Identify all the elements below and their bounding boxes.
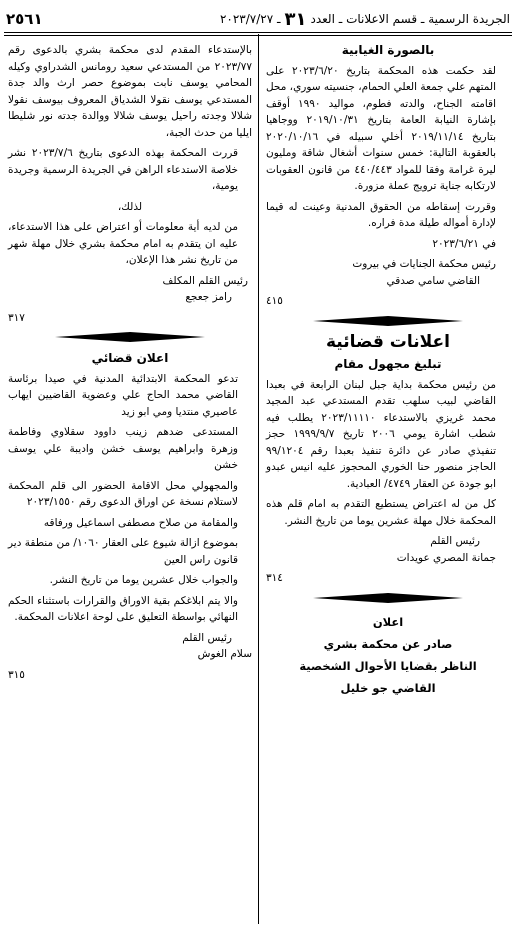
summons-paragraph: من رئيس محكمة بداية جبل لبنان الرابعة في بعبدا القاضي لبيب سلهب تقدم المستدعي عبد المجيد محمد غريزي بالاستدعاء ٢٠٢٣/١١١١٠ يطلب فيه شطب اشارة يومي ٢٠٠٦ تاريخ ١٩٩٩/٩/٧ حجز تنفيذي صادر عن دائرة تنفيذ بعبدا رقم ٩٩/١٢٠٤ الحاجز منصور حنا الخوري المحجوز عليه انيس عبدو ابو جودة عن العقار ٤٧٤٩/ العبادية. bbox=[266, 378, 496, 490]
plaintiff-paragraph: والمقامة من صلاح مصطفى اسماعيل ورفاقه bbox=[43, 516, 238, 529]
decision-paragraph: قررت المحكمة بهذه الدعوى بتاريخ ٢٠٢٣/٧/٦ نشر خلاصة الاستدعاء الراهن في الجريدة الرسمية وجريدة يومية، bbox=[8, 147, 239, 192]
judicial-notice-heading: اعلان قضائي bbox=[91, 351, 169, 365]
notification-paragraph: والا يتم ابلاغكم بقية الاوراق والقرارات باستثناء الحكم النهائي بواسطة التعليق على لوحة اعلانات المحكمة. bbox=[8, 594, 238, 623]
defendants-paragraph: المستدعى ضدهم زينب داوود سقلاوي وفاطمة وزهرة وابراهيم يوسف خشن واديبة علي يوسف خشن bbox=[8, 426, 238, 471]
section-divider bbox=[8, 332, 252, 342]
page-header bbox=[6, 8, 510, 30]
petition-paragraph: بالإستدعاء المقدم لدى محكمة بشري بالدعوى رقم ٢٠٢٣/٧٧ من المستدعي سعيد رومانس الشدراوي وكيله المحامي يوسف نابت بموضوع حصر ارث والد جدة المستدعي يوسف نقولا الشدياق المعروف بيوسف نقولا شلالا وجدته راحيل يوسف شلالا ووالدة جدته نور شليطا ايليا من حدث الجبة، bbox=[8, 44, 252, 139]
objection-paragraph: من لديه أية معلومات أو اعتراض على هذا الاستدعاء، عليه ان يتقدم به امام محكمة بشري خلال مهلة شهر من تاريخ نشر هذا الإعلان، bbox=[8, 221, 238, 266]
clerk-title: رئيس القلم bbox=[182, 631, 232, 644]
header-rule-top bbox=[4, 32, 512, 33]
absentia-heading: بالصورة الغيابية bbox=[341, 43, 435, 57]
notice-number-415: ٤١٥ bbox=[266, 295, 283, 307]
therefore-line: لذلك، bbox=[117, 200, 143, 213]
court-jurisdiction: الناظر بقضايا الأحوال الشخصية bbox=[299, 658, 477, 673]
subject-paragraph: بموضوع ازالة شيوع على العقار ١٠٦٠/ من منطقة دير قانون راس العين bbox=[8, 537, 239, 566]
notice-number-314: ٣١٤ bbox=[266, 572, 283, 584]
clerk-title: رئيس القلم bbox=[430, 535, 480, 547]
section-divider bbox=[266, 593, 510, 603]
header-title-group bbox=[220, 9, 510, 30]
civil-rights-paragraph: وقررت إسقاطه من الحقوق المدنية وعينت له قيما لإدارة أمواله طيلة مدة فراره. bbox=[266, 200, 496, 229]
unknown-address-paragraph: والمجهولي محل الاقامة الحضور الى قلم المحكمة لاستلام نسخة عن اوراق الدعوى رقم ٢٠٢٣/١٥٥٠ bbox=[8, 479, 238, 508]
verdict-paragraph: لقد حكمت هذه المحكمة بتاريخ ٢٠٢٣/٦/٢٠ على المتهم علي جمعة العلي الحمام، جنسيته سوري، محل اقامته الجناح، والدته فطوم، مواليد ١٩٩٠ أوقف بإشارة النيابة العامة بتاريخ ٢٠١٩/١٠/٣١ ووجاهيا بتاريخ ٢٠١٩/١١/١٤ أخلي سبيله في ٢٠٢٠/١٠/١٦ بالعقوبة التالية: خمس سنوات أشغال شاقة ومليون ليرة غرامة وفقا للمواد ٤٤٠/٤٤٣ من قانون العقوبات لارتكابه جناية ترويج عملة مزورة. bbox=[265, 64, 496, 192]
judge-name: القاضي سامي صدقي bbox=[386, 274, 480, 287]
presiding-judge: القاضي جو خليل bbox=[340, 680, 436, 695]
clerk-title: رئيس القلم المكلف bbox=[162, 274, 248, 287]
issue-date: ـ ٢٠٢٣/٧/٢٧ bbox=[219, 12, 281, 26]
unknown-address-subheading: تبليغ مجهول مقام bbox=[334, 357, 442, 371]
right-column bbox=[266, 42, 510, 699]
gazette-title: الجريدة الرسمية ـ قسم الاعلانات ـ العدد bbox=[310, 12, 510, 26]
verdict-date: في ٢٠٢٣/٦/٢١ bbox=[432, 237, 496, 250]
column-separator bbox=[258, 34, 259, 924]
objection-paragraph: كل من له اعتراض يستطيع التقدم به امام قلم هذه المحكمة خلال مهلة عشرين يوما من تاريخ النشر. bbox=[266, 498, 496, 527]
clerk-name: سلام الغوش bbox=[197, 648, 252, 660]
notice-number-317: ٣١٧ bbox=[8, 311, 25, 324]
clerk-name: رامز جعجع bbox=[185, 291, 232, 303]
court-president-title: رئيس محكمة الجنايات في بيروت bbox=[352, 258, 496, 270]
issue-number: ٣١ bbox=[284, 8, 307, 30]
response-deadline: والجواب خلال عشرين يوما من تاريخ النشر. bbox=[49, 574, 238, 586]
page-number: ٢٥٦١ bbox=[6, 10, 43, 28]
court-name: صادر عن محكمة بشري bbox=[323, 636, 453, 651]
clerk-name: جمانة المصري عويدات bbox=[396, 551, 496, 564]
judicial-notices-heading: اعلانات قضائية bbox=[325, 331, 450, 352]
court-summons-paragraph: تدعو المحكمة الابتدائية المدنية في صيدا برئاسة القاضي محمد الحاج علي وعضوية القاضيين ايهاب عاصيري منتديا ومي ابو زيد bbox=[8, 372, 238, 418]
section-divider bbox=[266, 316, 510, 326]
left-column bbox=[8, 42, 252, 687]
notice-heading: اعلان bbox=[372, 614, 404, 629]
notice-number-315: ٣١٥ bbox=[8, 668, 25, 681]
